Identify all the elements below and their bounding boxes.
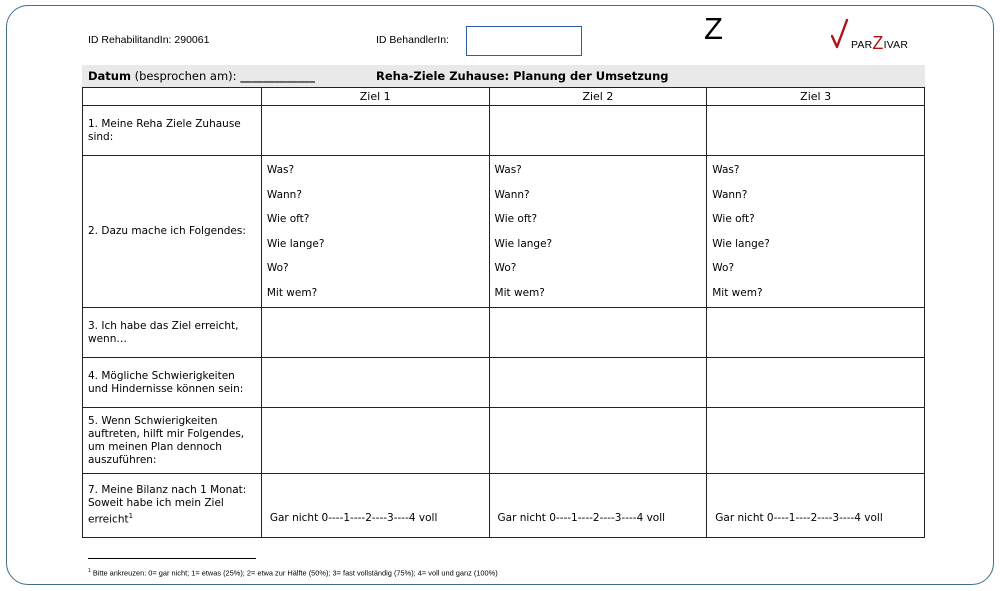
column-header-ziel-1: Ziel 1 (261, 88, 489, 106)
achieved-cell-ziel-2[interactable] (489, 308, 707, 358)
coping-cell-ziel-1[interactable] (261, 408, 489, 474)
coping-cell-ziel-2[interactable] (489, 408, 707, 474)
question-was: Was? (712, 164, 740, 176)
row-label-actions: 2. Dazu mache ich Folgendes: (83, 156, 262, 308)
footnote-divider (88, 558, 256, 559)
goals-cell-ziel-2[interactable] (489, 106, 707, 156)
question-list (707, 156, 924, 307)
question-was: Was? (494, 164, 522, 176)
question-wie-oft: Wie oft? (266, 213, 310, 225)
goals-cell-ziel-3[interactable] (707, 106, 925, 156)
table-header-row (83, 88, 925, 106)
question-wann: Wann? (712, 188, 748, 201)
logo-text: PARZIVAR (851, 33, 909, 53)
question-wo: Wo? (712, 262, 735, 274)
table-row (83, 156, 925, 308)
row-label-goals: 1. Meine Reha Ziele Zuhause sind: (83, 106, 262, 156)
rating-scale-ziel-2[interactable]: Gar nicht 0----1----2----3----4 voll (489, 474, 707, 538)
question-wo: Wo? (266, 262, 289, 274)
actions-cell-ziel-2[interactable] (489, 156, 707, 308)
footnote: $^1$ Bitte ankreuzen: 0= gar nicht; 1= etwas (25%); 2= etwa zur Hälfte (50%); 3= fast vollständig (75%); 4= voll und ganz (100%) (88, 568, 498, 578)
column-header-ziel-2: Ziel 2 (489, 88, 707, 106)
column-header-empty (83, 88, 262, 106)
behandler-label: ID BehandlerIn: (376, 34, 449, 46)
question-wann: Wann? (494, 188, 530, 201)
row-label-coping: 5. Wenn Schwierigkeiten auftreten, hilft mir Folgendes, um meinen Plan dennoch auszuführen: (83, 408, 262, 474)
question-wo: Wo? (494, 262, 517, 274)
table-row (83, 308, 925, 358)
checkmark-icon (831, 19, 849, 49)
table-row (83, 408, 925, 474)
question-was: Was? (266, 164, 295, 176)
coping-cell-ziel-3[interactable] (707, 408, 925, 474)
question-wie-lange: Wie lange? (266, 237, 325, 250)
goal-planning-table (82, 87, 925, 538)
obstacles-cell-ziel-3[interactable] (707, 358, 925, 408)
achieved-cell-ziel-3[interactable] (707, 308, 925, 358)
question-wann: Wann? (266, 188, 302, 201)
datum-label: Datum (besprochen am): _____________ (88, 69, 315, 83)
title-bar (82, 65, 925, 87)
column-header-ziel-3: Ziel 3 (707, 88, 925, 106)
obstacles-cell-ziel-2[interactable] (489, 358, 707, 408)
question-wie-lange: Wie lange? (712, 237, 770, 250)
row-label-balance: 7. Meine Bilanz nach 1 Monat: Soweit habe ich mein Ziel erreicht$^1$ (83, 474, 262, 538)
form-title: Reha-Ziele Zuhause: Planung der Umsetzung (376, 69, 669, 83)
behandler-id-field[interactable] (466, 26, 582, 56)
actions-cell-ziel-1[interactable] (261, 156, 489, 308)
rating-scale-ziel-1[interactable]: Gar nicht 0----1----2----3----4 voll (261, 474, 489, 538)
question-wie-oft: Wie oft? (712, 213, 755, 225)
table-row (83, 358, 925, 408)
z-mark: Z (704, 11, 723, 46)
question-list (490, 156, 707, 307)
table-row (83, 474, 925, 538)
row-label-obstacles: 4. Mögliche Schwierigkeiten und Hindernisse können sein: (83, 358, 262, 408)
row-label-achieved: 3. Ich habe das Ziel erreicht, wenn… (83, 308, 262, 358)
actions-cell-ziel-3[interactable] (707, 156, 925, 308)
achieved-cell-ziel-1[interactable] (261, 308, 489, 358)
goals-cell-ziel-1[interactable] (261, 106, 489, 156)
rating-scale-ziel-3[interactable]: Gar nicht 0----1----2----3----4 voll (707, 474, 925, 538)
question-mit-wem: Mit wem? (266, 286, 318, 299)
parzivar-logo (831, 19, 927, 53)
rehabilitand-id: ID RehabilitandIn: 290061 (88, 34, 210, 46)
question-wie-oft: Wie oft? (494, 213, 538, 225)
table-row (83, 106, 925, 156)
question-wie-lange: Wie lange? (494, 237, 553, 250)
question-mit-wem: Mit wem? (494, 286, 545, 299)
question-mit-wem: Mit wem? (712, 286, 763, 299)
question-list (262, 156, 489, 307)
obstacles-cell-ziel-1[interactable] (261, 358, 489, 408)
